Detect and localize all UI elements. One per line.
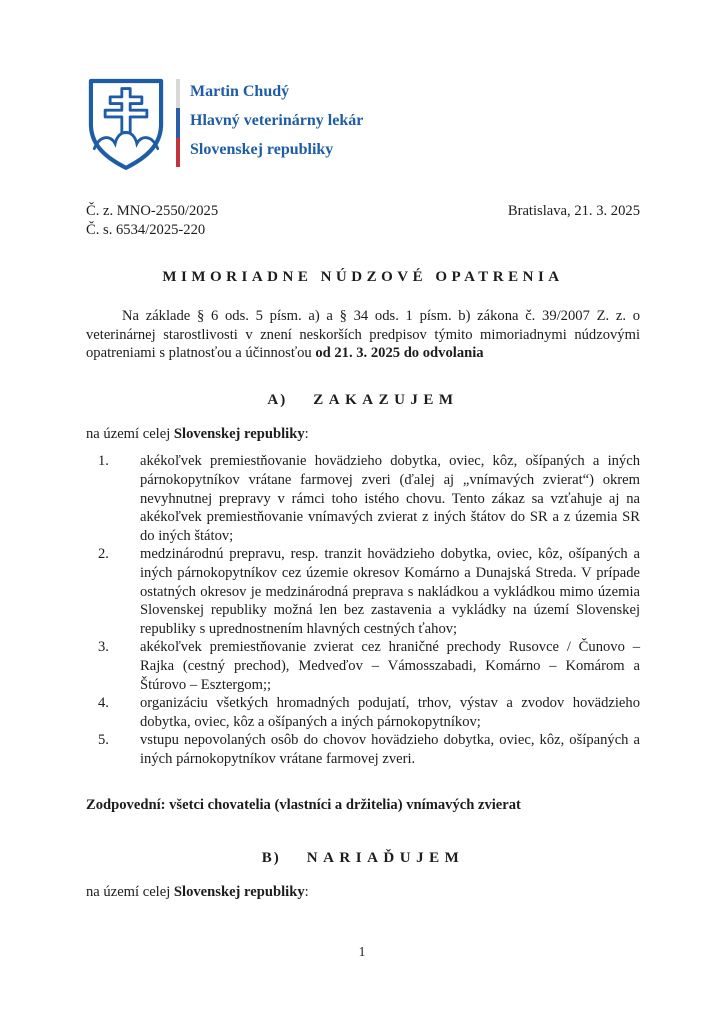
scope-bold: Slovenskej republiky xyxy=(173,425,305,442)
list-item-number: 4. xyxy=(98,695,109,712)
section-b-word: NARIAĎUJEM xyxy=(306,850,465,867)
scope-suffix: : xyxy=(304,884,309,901)
slovak-coat-of-arms-icon xyxy=(84,76,168,172)
letterhead xyxy=(84,76,640,172)
section-b-heading xyxy=(86,850,640,867)
scope-prefix: na území celej xyxy=(86,884,174,901)
list-item xyxy=(98,694,640,731)
list-item-number: 1. xyxy=(98,453,109,470)
flag-bar-blue xyxy=(176,108,180,137)
page-number: 1 xyxy=(358,944,366,959)
section-a-label: A) xyxy=(267,391,288,408)
scope-prefix: na území celej xyxy=(86,425,174,442)
list-item xyxy=(98,452,640,545)
section-a-word: ZAKAZUJEM xyxy=(313,391,459,408)
official-title-line1: Hlavný veterinárny lekár xyxy=(190,112,364,129)
reference-number-1: Č. z. MNO-2550/2025 xyxy=(86,203,219,219)
intro-paragraph xyxy=(86,307,640,363)
list-item-number: 2. xyxy=(98,546,109,563)
place-and-date: Bratislava, 21. 3. 2025 xyxy=(507,203,640,219)
section-b-scope xyxy=(86,883,640,902)
scope-bold: Slovenskej republiky xyxy=(173,884,305,901)
official-title-line2: Slovenskej republiky xyxy=(190,141,334,158)
list-item-text: akékoľvek premiestňovanie zvierat cez hraničné prechody Rusovce / Čunovo – Rajka (cestný prechod), Medveďov – Vámosszabadi, Komárno – Komárom a Štúrovo – Esztergom;; xyxy=(140,639,640,693)
list-item-number: 5. xyxy=(98,732,109,749)
intro-effective-period: od 21. 3. 2025 do odvolania xyxy=(315,345,484,362)
list-item-text: organizáciu všetkých hromadných podujatí, trhov, výstav a zvodov hovädzieho dobytka, oviec, kôz a ošípaných a iných párnokopytníkov; xyxy=(140,695,640,730)
letterhead-text xyxy=(190,77,363,164)
responsible-parties: Zodpovední: všetci chovatelia (vlastníci a držitelia) vnímavých zvierat xyxy=(86,797,521,814)
section-b-label: B) xyxy=(261,850,281,867)
list-item xyxy=(98,638,640,694)
reference-numbers xyxy=(86,202,218,239)
section-a-heading xyxy=(86,392,640,409)
reference-number-2: Č. s. 6534/2025-220 xyxy=(86,221,206,238)
official-name: Martin Chudý xyxy=(190,83,290,100)
list-item-text: akékoľvek premiestňovanie hovädzieho dobytka, oviec, kôz, ošípaných a iných párnokopytníkov vrátane farmovej zveri (ďalej aj „vnímavých zvierat“) okrem nevyhnutnej prepravy v rámci toho istého chovu. Tento zákaz sa vzťahuje aj na akékoľvek premiestňovanie vnímavých zvierat z iných štátov do SR a z územia SR do iných štátov; xyxy=(140,453,640,544)
list-item xyxy=(98,731,640,768)
slovak-flag-bar xyxy=(176,79,180,167)
list-item-text: vstupu nepovolaných osôb do chovov hovädzieho dobytka, oviec, kôz, ošípaných a iných párnokopytníkov vrátane farmovej zveri. xyxy=(140,732,640,767)
intro-text: Na základe § 6 ods. 5 písm. a) a § 34 ods. 1 písm. b) zákona č. 39/2007 Z. z. o veterinárnej starostlivosti v znení neskorších predpisov týmito mimoriadnymi núdzovými opatreniami s platnosťou a účinnosťou xyxy=(86,308,640,362)
flag-bar-white xyxy=(176,79,180,108)
reference-row xyxy=(86,202,640,239)
section-a-scope xyxy=(86,425,640,444)
document-title: MIMORIADNE NÚDZOVÉ OPATRENIA xyxy=(162,269,564,285)
list-item xyxy=(98,545,640,638)
flag-bar-red xyxy=(176,138,180,167)
scope-suffix: : xyxy=(304,425,309,442)
ban-measures-list xyxy=(86,452,640,768)
list-item-number: 3. xyxy=(98,639,109,656)
list-item-text: medzinárodnú prepravu, resp. tranzit hovädzieho dobytka, oviec, kôz, ošípaných a iných párnokopytníkov cez územie okresov Komárno a Dunajská Streda. V prípade ostatných okresov je medzinárodná preprava s nakládkou a vykládkou mimo územia Slovenskej republiky možná len bez zastavenia a vykládky na území Slovenskej republiky s uprednostnením hlavných cestných ťahov; xyxy=(140,546,640,637)
